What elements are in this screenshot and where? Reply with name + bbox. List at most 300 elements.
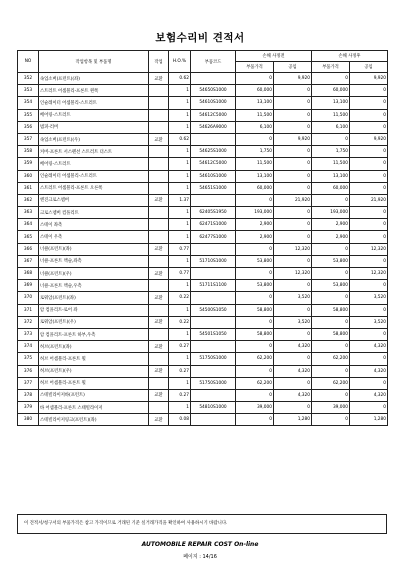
row-labor-before: 9,920: [274, 73, 312, 85]
row-code: 51710S1000: [191, 255, 236, 267]
row-code: 54610S1000: [191, 170, 236, 182]
row-labor-after: 0: [350, 280, 388, 292]
row-labor-before: 0: [274, 146, 312, 158]
row-no: 362: [18, 194, 39, 206]
table-row: [18, 353, 388, 365]
header-code: 부품코드: [191, 51, 236, 73]
row-labor-before: 9,920: [274, 133, 312, 145]
row-work: [149, 121, 169, 133]
header-no: NO: [18, 51, 39, 73]
row-labor-before: 12,320: [274, 243, 312, 255]
table-row: [18, 182, 388, 194]
row-hours: 0.77: [169, 243, 191, 255]
row-no: 368: [18, 268, 39, 280]
row-no: 373: [18, 328, 39, 340]
row-labor-after: 0: [350, 146, 388, 158]
row-item: 허브 어셈블리-프론트 휠: [39, 353, 149, 365]
row-part-price-after: 53,800: [312, 255, 350, 267]
row-no: 352: [18, 73, 39, 85]
table-row: [18, 121, 388, 133]
row-no: 355: [18, 109, 39, 121]
row-labor-before: 4,320: [274, 365, 312, 377]
row-labor-after: 0: [350, 109, 388, 121]
table-row: [18, 316, 388, 328]
row-hours: 0.62: [169, 73, 191, 85]
row-work: [149, 353, 169, 365]
table-body: [18, 73, 388, 426]
row-part-price-before: 0: [236, 194, 274, 206]
row-hours: 1: [169, 158, 191, 170]
header-before-group: 손해 사정전: [236, 51, 312, 62]
row-code: 54650S1000: [191, 85, 236, 97]
row-part-price-after: 0: [312, 73, 350, 85]
row-no: 370: [18, 292, 39, 304]
row-item: 허브(프런트)(좌): [39, 341, 149, 353]
row-code: 62477S1000: [191, 231, 236, 243]
row-labor-after: 12,320: [350, 243, 388, 255]
row-hours: 1: [169, 231, 191, 243]
row-code: [191, 414, 236, 426]
row-hours: 1: [169, 170, 191, 182]
row-code: 54610S1000: [191, 97, 236, 109]
row-item: 허브 어셈블리-프론트 휠: [39, 377, 149, 389]
row-work: [149, 255, 169, 267]
row-part-price-before: 53,800: [236, 255, 274, 267]
row-labor-before: 0: [274, 231, 312, 243]
row-code: 54625S1000: [191, 146, 236, 158]
row-labor-after: 1,280: [350, 414, 388, 426]
header-item: 작업항목 및 부품명: [39, 51, 149, 73]
row-work: 교환: [149, 365, 169, 377]
row-code: [191, 292, 236, 304]
row-no: 353: [18, 85, 39, 97]
row-no: 356: [18, 121, 39, 133]
row-no: 371: [18, 304, 39, 316]
row-part-price-before: 62,200: [236, 353, 274, 365]
row-part-price-before: 11,500: [236, 109, 274, 121]
row-code: 54612C5000: [191, 109, 236, 121]
header-part-price-after: 부품가격: [312, 62, 350, 73]
row-no: 358: [18, 146, 39, 158]
row-hours: 1: [169, 304, 191, 316]
row-item: 크로스멤버 컴플리트: [39, 207, 149, 219]
table-row: [18, 194, 388, 206]
row-no: 376: [18, 365, 39, 377]
row-work: 교환: [149, 389, 169, 401]
table-row: [18, 231, 388, 243]
row-code: [191, 268, 236, 280]
row-labor-after: 4,320: [350, 341, 388, 353]
row-part-price-before: 0: [236, 243, 274, 255]
row-item: 스테이 우측: [39, 231, 149, 243]
row-code: [191, 365, 236, 377]
row-part-price-before: 0: [236, 133, 274, 145]
row-part-price-after: 193,000: [312, 207, 350, 219]
row-part-price-before: 0: [236, 341, 274, 353]
row-item: 베어링-스트러트: [39, 109, 149, 121]
table-row: [18, 219, 388, 231]
row-work: 교환: [149, 73, 169, 85]
row-labor-after: 0: [350, 85, 388, 97]
row-labor-before: 3,520: [274, 316, 312, 328]
table-row: [18, 365, 388, 377]
row-labor-before: 0: [274, 121, 312, 133]
row-no: 379: [18, 402, 39, 414]
row-code: [191, 73, 236, 85]
row-hours: 1: [169, 109, 191, 121]
row-labor-after: 9,920: [350, 73, 388, 85]
row-hours: 1: [169, 97, 191, 109]
row-part-price-before: 0: [236, 365, 274, 377]
table-row: [18, 402, 388, 414]
row-work: [149, 109, 169, 121]
row-hours: 1: [169, 255, 191, 267]
row-work: [149, 146, 169, 158]
row-work: [149, 219, 169, 231]
row-item: 너클(프런트)(우): [39, 268, 149, 280]
row-no: 374: [18, 341, 39, 353]
row-item: 스테빌라이저바(프런트): [39, 389, 149, 401]
row-work: [149, 402, 169, 414]
row-code: [191, 133, 236, 145]
row-part-price-before: 1,750: [236, 146, 274, 158]
table-row: [18, 414, 388, 426]
row-part-price-before: 53,800: [236, 280, 274, 292]
row-labor-before: 0: [274, 207, 312, 219]
table-row: [18, 97, 388, 109]
row-labor-after: 12,320: [350, 268, 388, 280]
table-row: [18, 328, 388, 340]
row-part-price-before: 11,500: [236, 158, 274, 170]
table-row: [18, 73, 388, 85]
row-part-price-after: 2,900: [312, 231, 350, 243]
row-work: 교환: [149, 268, 169, 280]
row-no: 360: [18, 170, 39, 182]
table-row: [18, 133, 388, 145]
row-item: 속업소버(프런트)(좌): [39, 73, 149, 85]
row-no: 354: [18, 97, 39, 109]
row-code: 54810S1000: [191, 402, 236, 414]
header-hours: H.O.%: [169, 51, 191, 73]
row-hours: 0.27: [169, 365, 191, 377]
row-hours: 1: [169, 219, 191, 231]
row-no: 377: [18, 377, 39, 389]
row-work: [149, 304, 169, 316]
row-item: 암 컴플리트-로어 좌: [39, 304, 149, 316]
row-work: 교환: [149, 292, 169, 304]
row-part-price-before: 193,000: [236, 207, 274, 219]
table-row: [18, 170, 388, 182]
row-labor-before: 0: [274, 97, 312, 109]
row-labor-after: 0: [350, 182, 388, 194]
table-row: [18, 243, 388, 255]
row-part-price-before: 58,800: [236, 304, 274, 316]
row-hours: 0.27: [169, 389, 191, 401]
row-hours: 1: [169, 85, 191, 97]
row-labor-after: 0: [350, 304, 388, 316]
header-after-group: 손해 사정후: [312, 51, 388, 62]
row-item: 인슐레이터 어셈블리-스트러트: [39, 170, 149, 182]
row-labor-after: 0: [350, 255, 388, 267]
row-labor-before: 12,320: [274, 268, 312, 280]
row-code: [191, 194, 236, 206]
row-no: 375: [18, 353, 39, 365]
row-labor-after: 9,920: [350, 133, 388, 145]
row-work: 교환: [149, 194, 169, 206]
row-labor-before: 0: [274, 170, 312, 182]
row-labor-before: 3,520: [274, 292, 312, 304]
row-item: 속업소버(프런트)(우): [39, 133, 149, 145]
row-code: 54626A9000: [191, 121, 236, 133]
row-item: 너클-프론트 액슬,우측: [39, 280, 149, 292]
disclaimer-note: 이 견적서/청구서의 부품가격은 참고 가격이므로 거래된 기준 실거래가격을 확인하여 사용하시기 바랍니다.: [17, 514, 387, 534]
row-labor-after: 0: [350, 231, 388, 243]
header-part-price-before: 부품가격: [236, 62, 274, 73]
row-labor-after: 0: [350, 207, 388, 219]
row-labor-after: 0: [350, 121, 388, 133]
row-hours: 1: [169, 207, 191, 219]
row-item: 커버-프론트 서스펜션 스트러트 더스트: [39, 146, 149, 158]
row-labor-before: 0: [274, 280, 312, 292]
row-labor-after: 3,520: [350, 316, 388, 328]
row-part-price-after: 0: [312, 292, 350, 304]
row-part-price-after: 0: [312, 365, 350, 377]
table-row: [18, 158, 388, 170]
row-no: 361: [18, 182, 39, 194]
row-code: 51711S1100: [191, 280, 236, 292]
row-hours: 0.08: [169, 414, 191, 426]
row-part-price-after: 60,000: [312, 85, 350, 97]
row-code: 51750S1000: [191, 353, 236, 365]
row-code: 54500S1050: [191, 304, 236, 316]
row-labor-before: 0: [274, 219, 312, 231]
row-part-price-after: 62,200: [312, 377, 350, 389]
table-row: [18, 146, 388, 158]
row-part-price-after: 0: [312, 389, 350, 401]
row-code: 54651S1000: [191, 182, 236, 194]
row-part-price-after: 11,500: [312, 109, 350, 121]
row-work: [149, 97, 169, 109]
row-part-price-before: 60,000: [236, 182, 274, 194]
row-hours: 1: [169, 182, 191, 194]
row-labor-before: 0: [274, 109, 312, 121]
row-hours: 1: [169, 121, 191, 133]
table-row: [18, 389, 388, 401]
row-labor-after: 21,920: [350, 194, 388, 206]
row-hours: 0.77: [169, 268, 191, 280]
row-part-price-before: 0: [236, 268, 274, 280]
footer-brand: AUTOMOBILE REPAIR COST On-line: [141, 541, 259, 548]
table-row: [18, 207, 388, 219]
row-labor-after: 4,320: [350, 389, 388, 401]
row-part-price-before: 2,900: [236, 231, 274, 243]
row-code: 51750S1000: [191, 377, 236, 389]
row-work: [149, 280, 169, 292]
row-part-price-after: 0: [312, 341, 350, 353]
row-part-price-before: 60,000: [236, 85, 274, 97]
row-item: 스테빌라이저링크(프런트)(좌): [39, 414, 149, 426]
row-part-price-before: 0: [236, 73, 274, 85]
row-item: 너클(프런트)(좌): [39, 243, 149, 255]
row-code: 54501S1050: [191, 328, 236, 340]
row-item: 암 컴플리트-프론트 하부,우측: [39, 328, 149, 340]
row-no: 364: [18, 219, 39, 231]
row-no: 367: [18, 255, 39, 267]
table-row: [18, 268, 388, 280]
row-item: 스트러트 어셈블리-프론트 왼쪽: [39, 85, 149, 97]
row-part-price-before: 0: [236, 414, 274, 426]
row-labor-before: 21,920: [274, 194, 312, 206]
row-no: 380: [18, 414, 39, 426]
row-item: 로워암(프런트)(좌): [39, 292, 149, 304]
row-item: 엔진크로스멤버: [39, 194, 149, 206]
row-part-price-after: 0: [312, 194, 350, 206]
row-hours: 1: [169, 402, 191, 414]
table-row: [18, 292, 388, 304]
row-work: [149, 377, 169, 389]
row-labor-before: 0: [274, 158, 312, 170]
page-number: 페이지 : 14/16: [183, 554, 217, 560]
row-code: 62405S1950: [191, 207, 236, 219]
row-item: 스테이 좌측: [39, 219, 149, 231]
row-part-price-after: 13,100: [312, 97, 350, 109]
row-hours: 0.22: [169, 316, 191, 328]
row-work: 교환: [149, 316, 169, 328]
row-work: [149, 328, 169, 340]
row-no: 363: [18, 207, 39, 219]
row-work: 교환: [149, 133, 169, 145]
row-labor-after: 0: [350, 158, 388, 170]
row-part-price-after: 11,500: [312, 158, 350, 170]
row-labor-after: 0: [350, 97, 388, 109]
row-no: 366: [18, 243, 39, 255]
row-part-price-before: 39,000: [236, 402, 274, 414]
row-part-price-after: 58,800: [312, 328, 350, 340]
row-part-price-after: 39,000: [312, 402, 350, 414]
row-part-price-after: 58,800: [312, 304, 350, 316]
row-hours: 1.37: [169, 194, 191, 206]
row-no: 369: [18, 280, 39, 292]
row-part-price-before: 6,100: [236, 121, 274, 133]
row-part-price-after: 6,100: [312, 121, 350, 133]
row-no: 365: [18, 231, 39, 243]
row-item: 너클-프론트 액슬,좌측: [39, 255, 149, 267]
row-code: [191, 341, 236, 353]
row-item: 허브(프런트)(우): [39, 365, 149, 377]
table-row: [18, 109, 388, 121]
row-labor-after: 0: [350, 353, 388, 365]
row-item: 로워암(프런트)(우): [39, 316, 149, 328]
row-item: 스트러트 어셈블리-프론트 오른쪽: [39, 182, 149, 194]
row-hours: 0.27: [169, 341, 191, 353]
row-labor-before: 0: [274, 304, 312, 316]
row-labor-before: 0: [274, 328, 312, 340]
row-labor-before: 1,280: [274, 414, 312, 426]
row-part-price-before: 2,900: [236, 219, 274, 231]
row-item: 인슐레이터 어셈블리-스트러트: [39, 97, 149, 109]
row-labor-before: 0: [274, 255, 312, 267]
row-code: [191, 389, 236, 401]
row-labor-before: 0: [274, 85, 312, 97]
row-labor-before: 4,320: [274, 341, 312, 353]
row-part-price-after: 60,000: [312, 182, 350, 194]
table-row: [18, 377, 388, 389]
header-work: 작업: [149, 51, 169, 73]
row-hours: 0.62: [169, 133, 191, 145]
row-work: 교환: [149, 341, 169, 353]
header-labor-after: 공임: [350, 62, 388, 73]
row-part-price-after: 0: [312, 414, 350, 426]
row-no: 372: [18, 316, 39, 328]
page-title: 보험수리비 견적서: [155, 32, 245, 44]
row-part-price-after: 53,800: [312, 280, 350, 292]
row-work: [149, 231, 169, 243]
row-part-price-after: 0: [312, 316, 350, 328]
row-part-price-after: 0: [312, 133, 350, 145]
row-part-price-before: 0: [236, 389, 274, 401]
row-part-price-before: 13,100: [236, 97, 274, 109]
row-part-price-before: 62,200: [236, 377, 274, 389]
row-hours: 1: [169, 328, 191, 340]
row-part-price-after: 2,900: [312, 219, 350, 231]
row-hours: 0.22: [169, 292, 191, 304]
row-labor-before: 0: [274, 377, 312, 389]
row-work: 교환: [149, 243, 169, 255]
row-hours: 1: [169, 280, 191, 292]
row-hours: 1: [169, 377, 191, 389]
row-part-price-before: 13,100: [236, 170, 274, 182]
table-row: [18, 280, 388, 292]
row-labor-after: 0: [350, 402, 388, 414]
row-labor-before: 0: [274, 402, 312, 414]
row-hours: 1: [169, 146, 191, 158]
row-labor-after: 4,320: [350, 365, 388, 377]
row-item: 범퍼-러버: [39, 121, 149, 133]
row-part-price-before: 0: [236, 292, 274, 304]
row-labor-after: 0: [350, 219, 388, 231]
row-work: [149, 182, 169, 194]
row-work: 교환: [149, 414, 169, 426]
row-no: 378: [18, 389, 39, 401]
row-labor-before: 4,320: [274, 389, 312, 401]
row-code: [191, 316, 236, 328]
table-row: [18, 255, 388, 267]
row-labor-after: 0: [350, 170, 388, 182]
row-work: [149, 207, 169, 219]
row-part-price-after: 0: [312, 243, 350, 255]
row-labor-before: 0: [274, 182, 312, 194]
row-work: [149, 170, 169, 182]
estimate-table: [17, 50, 388, 426]
row-item: 바 어셈블리-프론트 스태빌라이저: [39, 402, 149, 414]
row-no: 359: [18, 158, 39, 170]
row-part-price-before: 0: [236, 316, 274, 328]
row-part-price-after: 0: [312, 268, 350, 280]
row-part-price-after: 13,100: [312, 170, 350, 182]
table-row: [18, 341, 388, 353]
row-item: 베어링-스트러트: [39, 158, 149, 170]
row-labor-after: 0: [350, 328, 388, 340]
row-part-price-before: 58,800: [236, 328, 274, 340]
row-labor-before: 0: [274, 353, 312, 365]
row-code: [191, 243, 236, 255]
row-labor-after: 3,520: [350, 292, 388, 304]
row-labor-after: 0: [350, 377, 388, 389]
header-labor-before: 공임: [274, 62, 312, 73]
row-code: 62471S1000: [191, 219, 236, 231]
row-part-price-after: 62,200: [312, 353, 350, 365]
row-work: [149, 158, 169, 170]
